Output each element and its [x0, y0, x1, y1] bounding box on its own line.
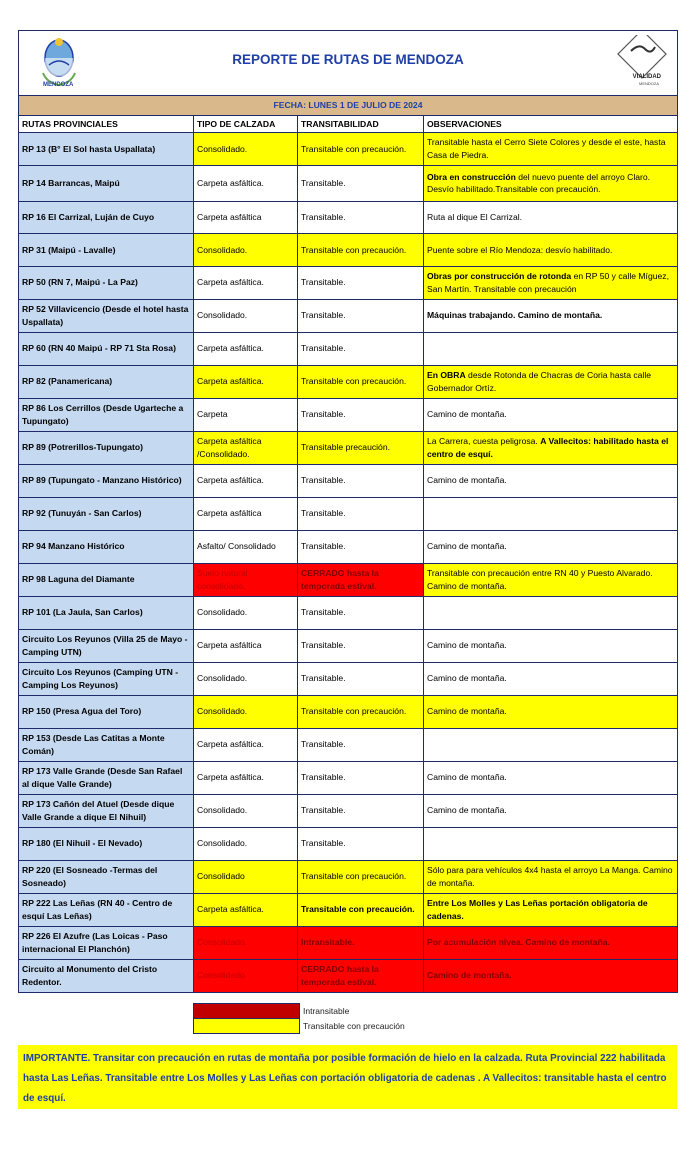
obs-bold-text: En OBRA — [427, 370, 466, 380]
column-header-row — [19, 116, 678, 133]
table-row — [19, 563, 678, 596]
route-cell: RP 89 (Tupungato - Manzano Histórico) — [19, 464, 194, 497]
calzada-cell: Carpeta asfáltica — [194, 629, 298, 662]
obs-text: Sólo para para vehículos 4x4 hasta el arroyo La Manga. Camino de montaña. — [427, 865, 673, 888]
obs-text: Camino de montaña. — [427, 640, 507, 651]
calzada-cell: Carpeta asfáltica. — [194, 464, 298, 497]
obs-bold-text: Obras por construcción de rotonda — [427, 271, 572, 281]
calzada-cell: Carpeta asfáltica. — [194, 165, 298, 201]
transitabilidad-cell: Transitable. — [298, 464, 424, 497]
obs-text: Transitable hasta el Cerro Siete Colores y desde el este, hasta Casa de Piedra. — [427, 137, 666, 160]
report-sheet — [18, 30, 677, 993]
observaciones-cell — [424, 794, 678, 827]
routes-body — [19, 133, 678, 993]
date-row — [19, 96, 678, 116]
table-row — [19, 234, 678, 267]
transitabilidad-cell: Transitable. — [298, 596, 424, 629]
transitabilidad-cell: Transitable. — [298, 530, 424, 563]
table-row — [19, 728, 678, 761]
calzada-cell: Asfalto/ Consolidado — [194, 530, 298, 563]
legend-item — [193, 1003, 405, 1018]
table-row — [19, 497, 678, 530]
transitabilidad-cell: Transitable. — [298, 201, 424, 234]
route-cell: RP 173 Cañón del Atuel (Desde dique Valle Grande a dique El Nihuil) — [19, 794, 194, 827]
observaciones-cell — [424, 893, 678, 926]
report-date: FECHA: LUNES 1 DE JULIO DE 2024 — [19, 96, 678, 116]
route-cell: RP 173 Valle Grande (Desde San Rafael al dique Valle Grande) — [19, 761, 194, 794]
calzada-cell: Consolidado. — [194, 133, 298, 166]
column-header: OBSERVACIONES — [424, 116, 678, 133]
observaciones-cell — [424, 398, 678, 431]
route-cell: RP 180 (El Nihuil - El Nevado) — [19, 827, 194, 860]
calzada-cell: Consolidado. — [194, 695, 298, 728]
route-cell: RP 226 El Azufre (Las Loicas - Paso internacional El Planchón) — [19, 926, 194, 959]
obs-bold-text: A Vallecitos: habilitado hasta el centro de esquí. — [427, 436, 669, 459]
observaciones-cell — [424, 563, 678, 596]
observaciones-cell — [424, 662, 678, 695]
observaciones-cell — [424, 365, 678, 398]
table-row — [19, 860, 678, 893]
calzada-cell: Consolidado. — [194, 827, 298, 860]
legend — [193, 1003, 405, 1033]
route-cell: RP 52 Villavicencio (Desde el hotel hasta Uspallata) — [19, 299, 194, 332]
observaciones-cell — [424, 234, 678, 267]
transitabilidad-cell: Transitable con precaución. — [298, 365, 424, 398]
mendoza-logo-text: MENDOZA — [43, 82, 74, 88]
legend-item — [193, 1018, 405, 1033]
calzada-cell: Consolidado — [194, 860, 298, 893]
observaciones-cell — [424, 629, 678, 662]
observaciones-cell — [424, 761, 678, 794]
route-cell: RP 98 Laguna del Diamante — [19, 563, 194, 596]
observaciones-cell — [424, 695, 678, 728]
calzada-cell: Consolidado — [194, 959, 298, 992]
transitabilidad-cell: Transitable. — [298, 497, 424, 530]
transitabilidad-cell: Transitable. — [298, 629, 424, 662]
transitabilidad-cell: Transitable. — [298, 266, 424, 299]
table-row — [19, 662, 678, 695]
table-row — [19, 299, 678, 332]
legend-swatch-yellow — [193, 1018, 300, 1034]
important-note: IMPORTANTE. Transitar con precaución en rutas de montaña por posible formación de hielo en la calzada. Ruta Provincial 222 habilitada hasta Las Leñas. Transitable entre Los Molles y Las Leñas con portación obligatoria de cadenas . A Vallecitos: transitable hasta el centro de esquí. — [18, 1045, 677, 1109]
route-cell: RP 94 Manzano Histórico — [19, 530, 194, 563]
table-row — [19, 761, 678, 794]
table-row — [19, 398, 678, 431]
legend-label: Intransitable — [303, 1005, 350, 1016]
observaciones-cell — [424, 201, 678, 234]
obs-bold-text: Obra en construcción — [427, 171, 516, 182]
calzada-cell: Consolidado. — [194, 662, 298, 695]
table-row — [19, 629, 678, 662]
transitabilidad-cell: Transitable. — [298, 728, 424, 761]
calzada-cell: Carpeta asfáltica. — [194, 332, 298, 365]
transitabilidad-cell: Transitable precaución. — [298, 431, 424, 464]
calzada-cell: Carpeta asfáltica. — [194, 365, 298, 398]
route-cell: RP 86 Los Cerrillos (Desde Ugarteche a Tupungato) — [19, 398, 194, 431]
calzada-cell: Consolidado. — [194, 926, 298, 959]
calzada-cell: Carpeta asfáltica — [194, 497, 298, 530]
obs-text: desde Rotonda de Chacras de Coria hasta calle Gobernador Ortíz. — [427, 370, 652, 393]
observaciones-cell — [424, 959, 678, 992]
obs-text: Camino de montaña. — [427, 706, 507, 717]
calzada-cell: Carpeta — [194, 398, 298, 431]
table-row — [19, 165, 678, 201]
calzada-cell: Carpeta asfáltica /Consolidado. — [194, 431, 298, 464]
calzada-cell: Carpeta asfáltica — [194, 201, 298, 234]
table-row — [19, 133, 678, 166]
observaciones-cell — [424, 827, 678, 860]
obs-text: Camino de montaña. — [427, 475, 507, 486]
transitabilidad-cell: Transitable con precaución. — [298, 893, 424, 926]
vialidad-logo-subtext: MENDOZA — [639, 81, 659, 86]
obs-text: Camino de montaña. — [427, 409, 507, 420]
route-cell: RP 16 El Carrizal, Luján de Cuyo — [19, 201, 194, 234]
calzada-cell: Carpeta asfáltica. — [194, 761, 298, 794]
obs-text: Camino de montaña. — [427, 772, 507, 783]
table-row — [19, 332, 678, 365]
transitabilidad-cell: Transitable. — [298, 761, 424, 794]
observaciones-cell — [424, 133, 678, 166]
transitabilidad-cell: Transitable. — [298, 299, 424, 332]
table-row — [19, 431, 678, 464]
route-cell: RP 222 Las Leñas (RN 40 - Centro de esquí Las Leñas) — [19, 893, 194, 926]
route-cell: Circuito al Monumento del Cristo Redentor. — [19, 959, 194, 992]
transitabilidad-cell: Transitable. — [298, 827, 424, 860]
transitabilidad-cell: Transitable con precaución. — [298, 860, 424, 893]
observaciones-cell — [424, 431, 678, 464]
obs-text: La Carrera, cuesta peligrosa. — [427, 436, 541, 446]
table-row — [19, 530, 678, 563]
observaciones-cell — [424, 596, 678, 629]
route-cell: RP 50 (RN 7, Maipú - La Paz) — [19, 266, 194, 299]
route-cell: RP 92 (Tunuyán - San Carlos) — [19, 497, 194, 530]
calzada-cell: Carpeta asfáltica. — [194, 893, 298, 926]
header-row — [19, 31, 678, 96]
table-row — [19, 596, 678, 629]
page-title: REPORTE DE RUTAS DE MENDOZA — [232, 52, 464, 67]
transitabilidad-cell: Transitable con precaución. — [298, 133, 424, 166]
calzada-cell: Consolidado. — [194, 596, 298, 629]
observaciones-cell — [424, 926, 678, 959]
column-header: RUTAS PROVINCIALES — [19, 116, 194, 133]
table-row — [19, 201, 678, 234]
route-cell: RP 13 (B° El Sol hasta Uspallata) — [19, 133, 194, 166]
calzada-cell: Consolidado. — [194, 794, 298, 827]
route-cell: RP 60 (RN 40 Maipú - RP 71 Sta Rosa) — [19, 332, 194, 365]
calzada-cell: Carpeta asfáltica. — [194, 728, 298, 761]
table-row — [19, 959, 678, 992]
route-cell: RP 220 (El Sosneado -Termas del Sosneado) — [19, 860, 194, 893]
route-cell: Circuito Los Reyunos (Villa 25 de Mayo - Camping UTN) — [19, 629, 194, 662]
transitabilidad-cell: Intransitable. — [298, 926, 424, 959]
header-cell — [19, 31, 678, 96]
report-table — [18, 30, 678, 993]
obs-text: Camino de montaña. — [427, 805, 507, 816]
table-row — [19, 464, 678, 497]
obs-bold-text: Camino de montaña. — [427, 970, 512, 981]
obs-text: Puente sobre el Río Mendoza: desvío habilitado. — [427, 244, 613, 255]
calzada-cell: Suelo natural consolidado. — [194, 563, 298, 596]
obs-bold-text: Máquinas trabajando. Camino de montaña. — [427, 310, 603, 321]
obs-bold-text: Entre Los Molles y Las Leñas portación obligatoria de cadenas. — [427, 898, 648, 921]
table-row — [19, 365, 678, 398]
observaciones-cell — [424, 530, 678, 563]
route-cell: RP 82 (Panamericana) — [19, 365, 194, 398]
observaciones-cell — [424, 860, 678, 893]
legend-swatch-red — [193, 1003, 300, 1019]
route-cell: RP 31 (Maipú - Lavalle) — [19, 234, 194, 267]
table-row — [19, 266, 678, 299]
legend-label: Transitable con precaución — [303, 1020, 405, 1031]
observaciones-cell — [424, 464, 678, 497]
obs-text: Camino de montaña. — [427, 541, 507, 552]
transitabilidad-cell: Transitable. — [298, 794, 424, 827]
table-row — [19, 695, 678, 728]
observaciones-cell — [424, 728, 678, 761]
transitabilidad-cell: Transitable. — [298, 332, 424, 365]
column-header: TIPO DE CALZADA — [194, 116, 298, 133]
transitabilidad-cell: CERRADO hasta la temporada estival. — [298, 959, 424, 992]
calzada-cell: Consolidado. — [194, 234, 298, 267]
column-header: TRANSITABILIDAD — [298, 116, 424, 133]
route-cell: RP 89 (Potrerillos-Tupungato) — [19, 431, 194, 464]
observaciones-cell — [424, 165, 678, 201]
observaciones-cell — [424, 332, 678, 365]
observaciones-cell — [424, 299, 678, 332]
table-row — [19, 827, 678, 860]
obs-text: del nuevo puente del arroyo Claro. Desvío habilitado.Transitable con precaución. — [427, 171, 651, 194]
table-row — [19, 893, 678, 926]
obs-bold-text: Por acumulación nivea. Camino de montaña. — [427, 937, 610, 948]
route-cell: RP 153 (Desde Las Catitas a Monte Comán) — [19, 728, 194, 761]
route-cell: Circuito Los Reyunos (Camping UTN - Camping Los Reyunos) — [19, 662, 194, 695]
obs-text: Ruta al dique El Carrizal. — [427, 212, 523, 222]
table-row — [19, 794, 678, 827]
route-cell: RP 150 (Presa Agua del Toro) — [19, 695, 194, 728]
observaciones-cell — [424, 497, 678, 530]
transitabilidad-cell: Transitable. — [298, 398, 424, 431]
transitabilidad-cell: Transitable. — [298, 165, 424, 201]
transitabilidad-cell: Transitable con precaución. — [298, 234, 424, 267]
route-cell: RP 101 (La Jaula, San Carlos) — [19, 596, 194, 629]
transitabilidad-cell: CERRADO hasta la temporada estival. — [298, 563, 424, 596]
route-cell: RP 14 Barrancas, Maipú — [19, 165, 194, 201]
obs-text: Transitable con precaución entre RN 40 y Puesto Alvarado. Camino de montaña. — [427, 568, 653, 591]
observaciones-cell — [424, 266, 678, 299]
calzada-cell: Carpeta asfáltica. — [194, 266, 298, 299]
vialidad-logo-text: VIALIDAD — [632, 74, 661, 80]
table-row — [19, 926, 678, 959]
transitabilidad-cell: Transitable con precaución. — [298, 695, 424, 728]
transitabilidad-cell: Transitable. — [298, 662, 424, 695]
calzada-cell: Consolidado. — [194, 299, 298, 332]
obs-text: Camino de montaña. — [427, 673, 507, 684]
obs-text: en RP 50 y calle Míguez, San Martín. Transitable con precaución — [427, 271, 669, 294]
